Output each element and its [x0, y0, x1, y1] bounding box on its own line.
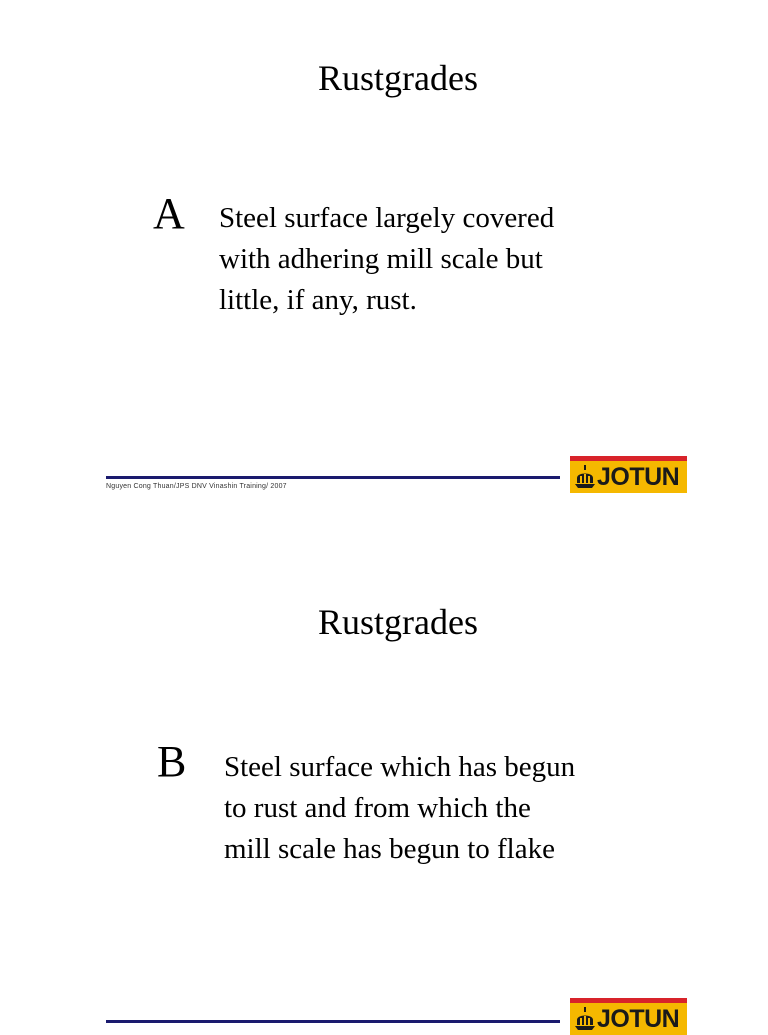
grade-description: Steel surface which has begun to rust and from which the mill scale has begun to flake	[224, 751, 576, 865]
slide-title: Rustgrades	[318, 58, 478, 98]
footer-rule	[106, 476, 560, 479]
grade-letter: B	[157, 737, 187, 786]
footer-credit: Nguyen Cong Thuan/JPS DNV Vinashin Training/ 2007	[106, 483, 287, 490]
slide-grade-b	[0, 540, 768, 1033]
logo-text: JOTUN	[597, 1005, 680, 1033]
grade-description: Steel surface largely covered with adhering mill scale but little, if any, rust.	[219, 202, 555, 316]
footer-rule	[106, 1020, 560, 1023]
slide-title: Rustgrades	[318, 602, 478, 642]
slide-grade-a	[0, 0, 768, 500]
jotun-logo	[570, 998, 687, 1035]
jotun-logo	[570, 456, 687, 493]
jotun-ship-icon	[574, 1006, 596, 1032]
logo-text: JOTUN	[597, 463, 680, 491]
jotun-ship-icon	[574, 464, 596, 490]
grade-letter: A	[153, 189, 185, 238]
